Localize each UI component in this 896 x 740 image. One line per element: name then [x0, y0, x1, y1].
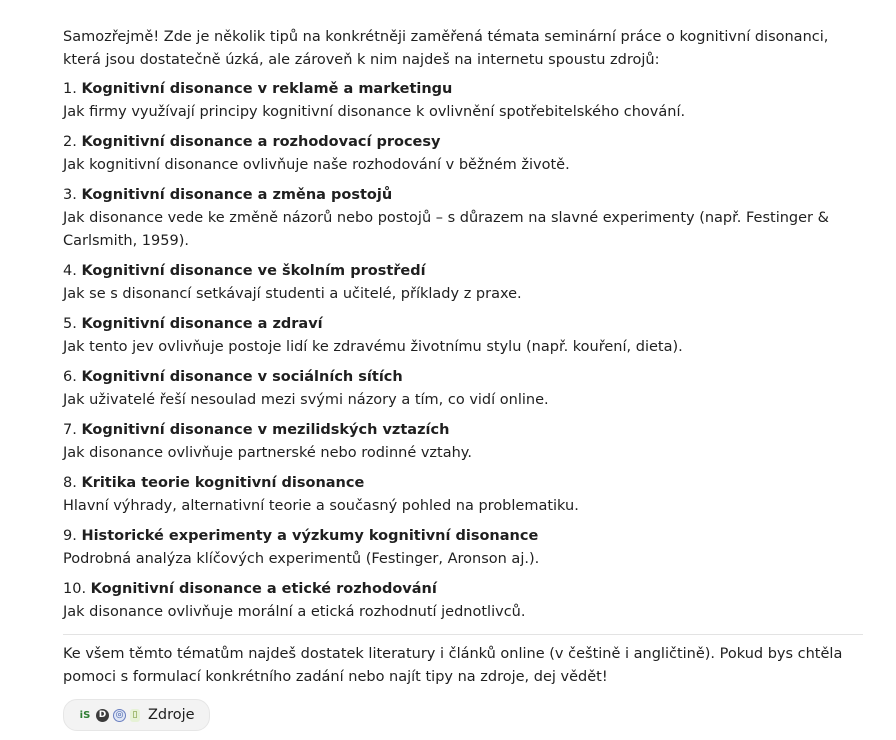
topic-description: Jak uživatelé řeší nesoulad mezi svými názory a tím, co vidí online. — [63, 392, 549, 408]
topic-item — [63, 313, 863, 359]
topic-title: Kognitivní disonance a rozhodovací procesy — [81, 134, 441, 150]
topic-title: Kognitivní disonance ve školním prostředí — [81, 263, 426, 279]
source-globe-icon: ◎ — [113, 709, 126, 722]
sources-label: Zdroje — [148, 706, 195, 723]
topic-number: 4. — [63, 263, 77, 279]
sources-button[interactable] — [63, 699, 210, 731]
source-lock-icon: ▯ — [130, 709, 140, 722]
topic-item — [63, 260, 863, 306]
topic-list — [63, 78, 863, 624]
topic-title: Historické experimenty a výzkumy kognitivní disonance — [81, 528, 539, 544]
topic-description: Jak disonance ovlivňuje morální a etická rozhodnutí jednotlivců. — [63, 604, 526, 620]
topic-description: Jak kognitivní disonance ovlivňuje naše rozhodování v běžném životě. — [63, 157, 570, 173]
source-is-icon: iS — [79, 709, 91, 721]
topic-title: Kognitivní disonance a změna postojů — [81, 187, 393, 203]
topic-title: Kritika teorie kognitivní disonance — [81, 475, 365, 491]
topic-title: Kognitivní disonance v reklamě a marketingu — [81, 81, 453, 97]
topic-item — [63, 366, 863, 412]
topic-title: Kognitivní disonance v sociálních sítích — [81, 369, 403, 385]
topic-number: 7. — [63, 422, 77, 438]
topic-description: Podrobná analýza klíčových experimentů (Festinger, Aronson aj.). — [63, 551, 540, 567]
topic-item — [63, 578, 863, 624]
source-d-icon: D — [96, 709, 109, 722]
topic-number: 8. — [63, 475, 77, 491]
topic-item — [63, 472, 863, 518]
topic-title: Kognitivní disonance a etické rozhodování — [90, 581, 437, 597]
topic-number: 1. — [63, 81, 77, 97]
assistant-message — [63, 26, 863, 731]
topic-item — [63, 184, 863, 253]
topic-description: Jak disonance vede ke změně názorů nebo postojů – s důrazem na slavné experimenty (např. Festinger & Carlsmith, 1959). — [63, 210, 829, 249]
topic-number: 9. — [63, 528, 77, 544]
topic-title: Kognitivní disonance a zdraví — [81, 316, 323, 332]
topic-number: 6. — [63, 369, 77, 385]
topic-description: Jak se s disonancí setkávají studenti a učitelé, příklady z praxe. — [63, 286, 522, 302]
topic-number: 3. — [63, 187, 77, 203]
topic-description: Jak disonance ovlivňuje partnerské nebo rodinné vztahy. — [63, 445, 472, 461]
topic-description: Jak tento jev ovlivňuje postoje lidí ke zdravému životnímu stylu (např. kouření, dieta). — [63, 339, 683, 355]
topic-number: 2. — [63, 134, 77, 150]
topic-description: Jak firmy využívají principy kognitivní disonance k ovlivnění spotřebitelského chování. — [63, 104, 686, 120]
topic-item — [63, 419, 863, 465]
topic-description: Hlavní výhrady, alternativní teorie a současný pohled na problematiku. — [63, 498, 579, 514]
topic-title: Kognitivní disonance v mezilidských vztazích — [81, 422, 450, 438]
topic-number: 10. — [63, 581, 87, 597]
outro-text: Ke všem těmto tématům najdeš dostatek literatury i článků online (v češtině i angličtině). Pokud bys chtěla pomoci s formulací konkrétního zadání nebo najít tipy na zdroje, dej vědět! — [63, 646, 843, 685]
topic-item — [63, 525, 863, 571]
topic-item — [63, 131, 863, 177]
intro-text: Samozřejmě! Zde je několik tipů na konkrétněji zaměřená témata seminární práce o kognitivní disonanci, která jsou dostatečně úzká, ale zároveň k nim najdeš na internetu spoustu zdrojů: — [63, 29, 829, 68]
topic-item — [63, 78, 863, 124]
topic-number: 5. — [63, 316, 77, 332]
divider — [63, 634, 863, 635]
